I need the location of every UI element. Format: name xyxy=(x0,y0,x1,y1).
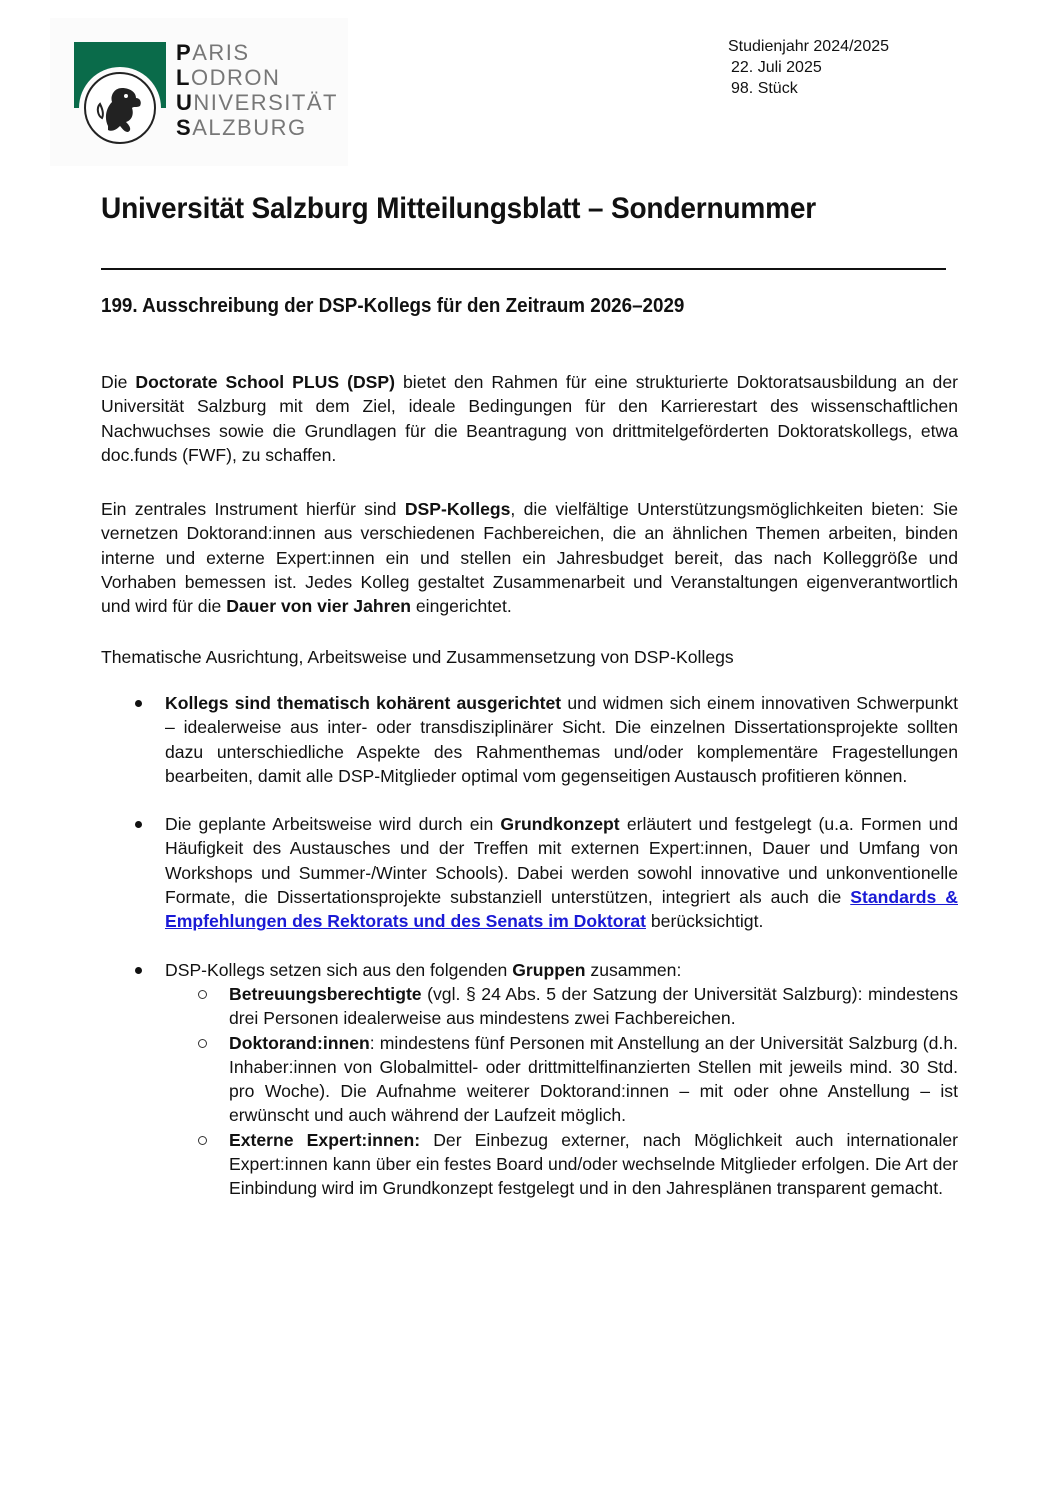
issue-date: 22. Juli 2025 xyxy=(731,59,822,76)
list-item: Kollegs sind thematisch kohärent ausgerichtet und widmen sich einem innovativen Schwerpunkt – idealerweise aus inter- oder transdisziplinärer Sicht. Die einzelnen Dissertationsprojekte sollten dazu unterschiedliche Aspekte des Rahmenthemas und/oder komplementäre Fragestellungen bearbeiten, damit alle DSP-Mitglieder optimal vom gegenseitigen Austausch profitieren können. xyxy=(101,691,958,788)
kollegs-paragraph: Ein zentrales Instrument hierfür sind DSP-Kollegs, die vielfältige Unterstützungsmöglichkeiten bieten: Sie vernetzen Doktorand:innen aus verschiedenen Fachbereichen, die an ähnlichen Themen arbeiten, binden interne und externe Expert:innen ein und stellen ein Jahresbudget bereit, das nach Kolleggröße und Vorhaben bemessen ist. Jedes Kolleg gestaltet Zusammenarbeit und Veranstaltungen eigenverantwortlich und wird für die Dauer von vier Jahren eingerichtet. xyxy=(101,499,958,617)
bullet-icon xyxy=(135,821,142,828)
logo-wordmark: PARIS LODRON UNIVERSITÄT SALZBURG xyxy=(176,40,338,140)
academic-year: Studienjahr 2024/2025 xyxy=(728,38,890,55)
section-intro: Thematische Ausrichtung, Arbeitsweise und Zusammensetzung von DSP-Kollegs xyxy=(101,647,734,667)
bullet-icon xyxy=(135,700,142,707)
issue-number: 98. Stück xyxy=(731,80,798,97)
university-logo xyxy=(50,18,348,166)
circle-bullet-icon xyxy=(198,1039,207,1048)
section-heading: 199. Ausschreibung der DSP-Kollegs für den Zeitraum 2026–2029 xyxy=(101,295,685,317)
lion-seal-icon xyxy=(84,72,156,144)
logo-seal xyxy=(79,67,161,149)
list-item: Die geplante Arbeitsweise wird durch ein Grundkonzept erläutert und festgelegt (u.a. Formen und Häufigkeit des Austausches und der Treffen mit externen Expert:innen, Dauer und Umfang von Workshops und Summer-/Winter Schools). Dabei werden sowohl innovative und unkonventionelle Formate, die Dissertationsprojekte substanziell unterstützen, integriert als auch die Standards & Empfehlungen des Rektorats und des Senats im Doktorat berücksichtigt. xyxy=(101,812,958,933)
sub-list-item: Betreuungsberechtigte (vgl. § 24 Abs. 5 der Satzung der Universität Salzburg): mindestens drei Personen idealerweise aus mindestens zwei Fachbereichen. xyxy=(101,982,958,1031)
circle-bullet-icon xyxy=(198,990,207,999)
issue-meta xyxy=(728,36,889,99)
sub-list-item: Doktorand:innen: mindestens fünf Personen mit Anstellung an der Universität Salzburg (d.h. Inhaber:innen von Globalmittel- oder drittmittelfinanzierten Stellen mit jeweils mind. 30 Std. pro Woche). Die Aufnahme weiterer Doktorand:innen – mit oder ohne Anstellung – ist erwünscht und auch während der Laufzeit möglich. xyxy=(101,1031,958,1128)
page-title: Universität Salzburg Mitteilungsblatt – Sondernummer xyxy=(101,192,817,225)
requirements-list xyxy=(101,691,958,1201)
circle-bullet-icon xyxy=(198,1136,207,1145)
title-divider xyxy=(101,268,946,270)
bullet-icon xyxy=(135,967,142,974)
list-item: DSP-Kollegs setzen sich aus den folgenden Gruppen zusammen: Betreuungsberechtigte (vgl. § 24 Abs. 5 der Satzung der Universität Salzburg): mindestens drei Personen idealerweise aus mindestens zwei Fachbereichen. Doktorand:innen: mindestens fünf Personen mit Anstellung an der Universität Salzburg (d.h. Inhaber:innen von Globalmittel- oder drittmittelfinanzierten Stellen mit jeweils mind. 30 Std. pro Woche). Die Aufnahme weiterer Doktorand:innen – mit oder ohne Anstellung – ist erwünscht und auch während der Laufzeit möglich. Externe Expert:innen: Der Einbezug externer, nach Möglichkeit auch internationaler Expert:innen kann über ein festes Board und/oder wechselnde Mitglieder erfolgen. Die Art der Einbindung wird im Grundkonzept festgelegt und in den Jahresplänen transparent gemacht. xyxy=(101,958,958,1201)
intro-paragraph: Die Doctorate School PLUS (DSP) bietet den Rahmen für eine strukturierte Doktoratsausbildung an der Universität Salzburg mit dem Ziel, ideale Bedingungen für den Karrierestart des wissenschaftlichen Nachwuchses sowie die Grundlagen für die Beantragung von drittmitelgeförderten Doktoratskollegs, etwa doc.funds (FWF), zu schaffen. xyxy=(101,372,958,465)
dsp-bold: Doctorate School PLUS (DSP) xyxy=(135,372,395,392)
standards-link[interactable]: Standards & Empfehlungen des Rektorats und des Senats im Doktorat xyxy=(165,887,958,932)
sub-list-item: Externe Expert:innen: Der Einbezug externer, nach Möglichkeit auch internationaler Expert:innen kann über ein festes Board und/oder wechselnde Mitglieder erfolgen. Die Art der Einbindung wird im Grundkonzept festgelegt und in den Jahresplänen transparent gemacht. xyxy=(101,1128,958,1201)
